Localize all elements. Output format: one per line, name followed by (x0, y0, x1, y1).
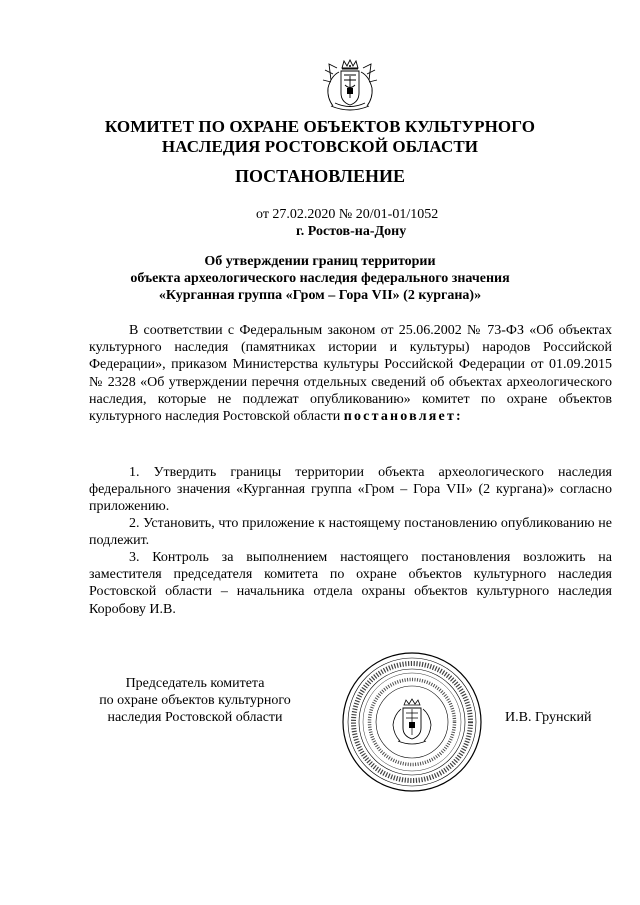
official-round-seal-icon (338, 651, 486, 794)
resolution-item-1: 1. Утвердить границы территории объекта археологического наследия федерального значения «Курганная группа «Гром – Гора VII» (2 кургана)» согласно приложению. (89, 465, 612, 515)
resolution-item-3: 3. Контроль за выполнением настоящего постановления возложить на заместителя председателя комитета по охране объектов культурного наследия Ростовской области – начальника отдела охраны объектов культурного наследия Коробову И.В. (89, 550, 612, 617)
body-resolves-word: постановляет: (343, 409, 463, 425)
body-intro-text: В соответствии с Федеральным законом от 25.06.2002 № 73-ФЗ «Об объектах культурного наследия (памятниках истории и культуры) народов Российской Федерации», приказом Министерства культуры Российской Федерации от 01.09.2015 № 2328 «Об утверждении перечня отдельных сведений об объектах археологического наследия, которые не подлежат опубликованию» комитет по охране объектов культурного наследия Ростовской области (89, 323, 612, 425)
signatory-title (89, 675, 301, 726)
signatory-title-line1: Председатель комитета (125, 676, 265, 691)
subject-line1: Об утверждении границ территории (204, 254, 436, 269)
org-name-line1: КОМИТЕТ ПО ОХРАНЕ ОБЪЕКТОВ КУЛЬТУРНОГО (104, 117, 536, 136)
body-intro-paragraph (89, 322, 612, 425)
signatory-name: И.В. Грунский (505, 710, 592, 725)
document-city: г. Ростов-на-Дону (296, 224, 407, 239)
document-date-number: от 27.02.2020 № 20/01-01/1052 (256, 207, 439, 222)
document-type-title: ПОСТАНОВЛЕНИЕ (234, 166, 406, 186)
subject-line2: объекта археологического наследия федерального значения (130, 271, 510, 286)
signatory-title-line3: наследия Ростовской области (107, 710, 283, 725)
resolution-item-2: 2. Установить, что приложение к настоящему постановлению опубликованию не подлежит. (89, 516, 612, 549)
org-name-line2: НАСЛЕДИЯ РОСТОВСКОЙ ОБЛАСТИ (161, 137, 479, 156)
signatory-title-line2: по охране объектов культурного (99, 693, 291, 708)
subject-line3: «Курганная группа «Гром – Гора VII» (2 кургана)» (158, 288, 482, 303)
rostov-region-coat-of-arms-icon (319, 58, 381, 114)
